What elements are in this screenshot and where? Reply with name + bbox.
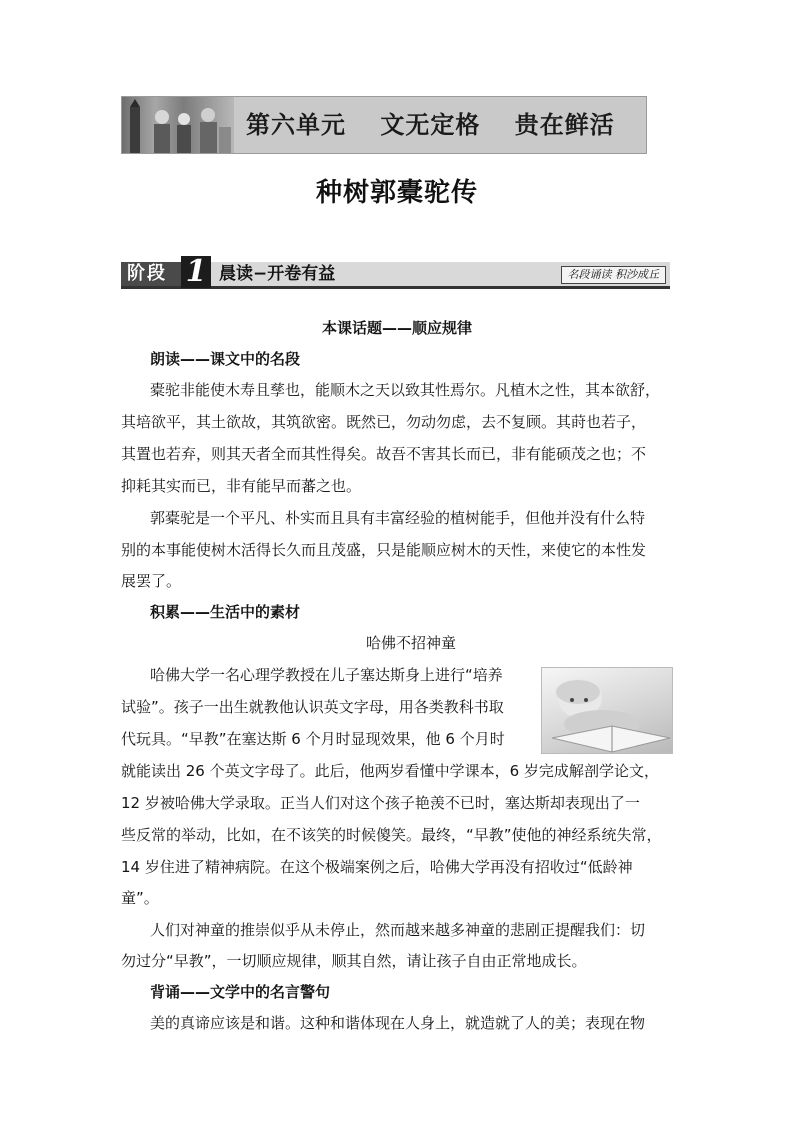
material-heading: 积累——生活中的素材 xyxy=(150,603,301,621)
unit-title: 第六单元 文无定格 贵在鲜活 xyxy=(246,110,615,139)
reading-note-line: 别的本事能使树木活得长久而且茂盛，只是能顺应树木的天性，来使它的本性发 xyxy=(121,541,647,559)
reading-heading-text: 朗读——课文中的名段 xyxy=(150,350,301,368)
unit-banner xyxy=(121,96,647,154)
recite-heading: 背诵——文学中的名言警句 xyxy=(150,983,331,1001)
stage-bar xyxy=(121,254,670,289)
reading-heading xyxy=(150,349,300,369)
material-line: 就能读出 26 个英文字母了。此后，他两岁看懂中学课本，6 岁完成解剖学论文， xyxy=(121,762,659,780)
reading-line: 其培欲平，其土欲故，其筑欲密。既然已，勿动勿虑，去不复顾。其莳也若子， xyxy=(121,413,647,431)
material-comment-line: 勿过分“早教”，一切顺应规律，顺其自然，请让孩子自由正常地成长。 xyxy=(121,952,587,970)
reading-line: 橐驼非能使木寿且孳也，能顺木之天以致其性焉尔。凡植木之性，其本欲舒， xyxy=(150,381,661,399)
material-line: 12 岁被哈佛大学录取。正当人们对这个孩子艳羡不已时，塞达斯却表现出了一 xyxy=(121,794,640,812)
recite-line: 美的真谛应该是和谐。这种和谐体现在人身上，就造就了人的美；表现在物 xyxy=(150,1014,646,1032)
people-photo-icon xyxy=(122,97,234,153)
material-line: 代玩具。“早教”在塞达斯 6 个月时显现效果，他 6 个月时 xyxy=(121,730,505,748)
stage-number: 1 xyxy=(181,256,211,288)
stage-motto: 名段诵读 积沙成丘 xyxy=(561,266,667,284)
lesson-title: 种树郭橐驼传 xyxy=(315,178,478,208)
material-line: 14 岁住进了精神病院。在这个极端案例之后，哈佛大学再没有招收过“低龄神 xyxy=(121,858,633,876)
baby-reading-photo xyxy=(541,667,673,754)
material-comment-line: 人们对神童的推崇似乎从未停止，然而越来越多神童的悲剧正提醒我们：切 xyxy=(150,921,646,939)
reading-line: 抑耗其实而已，非有能早而蕃之也。 xyxy=(121,477,362,495)
material-line: 哈佛大学一名心理学教授在儿子塞达斯身上进行“培养 xyxy=(150,666,503,684)
material-line: 些反常的举动，比如，在不该笑的时候傻笑。最终，“早教”使他的神经系统失常， xyxy=(121,826,662,844)
stage-name: 晨读−开卷有益 xyxy=(219,264,336,284)
stage-tag: 阶段 xyxy=(121,262,193,286)
reading-note-line: 郭橐驼是一个平凡、朴实而且具有丰富经验的植树能手，但他并没有什么特 xyxy=(150,509,646,527)
reading-line: 其置也若弃，则其天者全而其性得矣。故吾不害其长而已，非有能硕茂之也；不 xyxy=(121,445,647,463)
reading-note-line: 展罢了。 xyxy=(121,572,182,590)
topic-heading: 本课话题——顺应规律 xyxy=(321,319,472,337)
material-line: 童”。 xyxy=(121,889,159,907)
material-line: 试验”。孩子一出生就教他认识英文字母，用各类教科书取 xyxy=(121,698,504,716)
material-title: 哈佛不招神童 xyxy=(366,634,457,652)
